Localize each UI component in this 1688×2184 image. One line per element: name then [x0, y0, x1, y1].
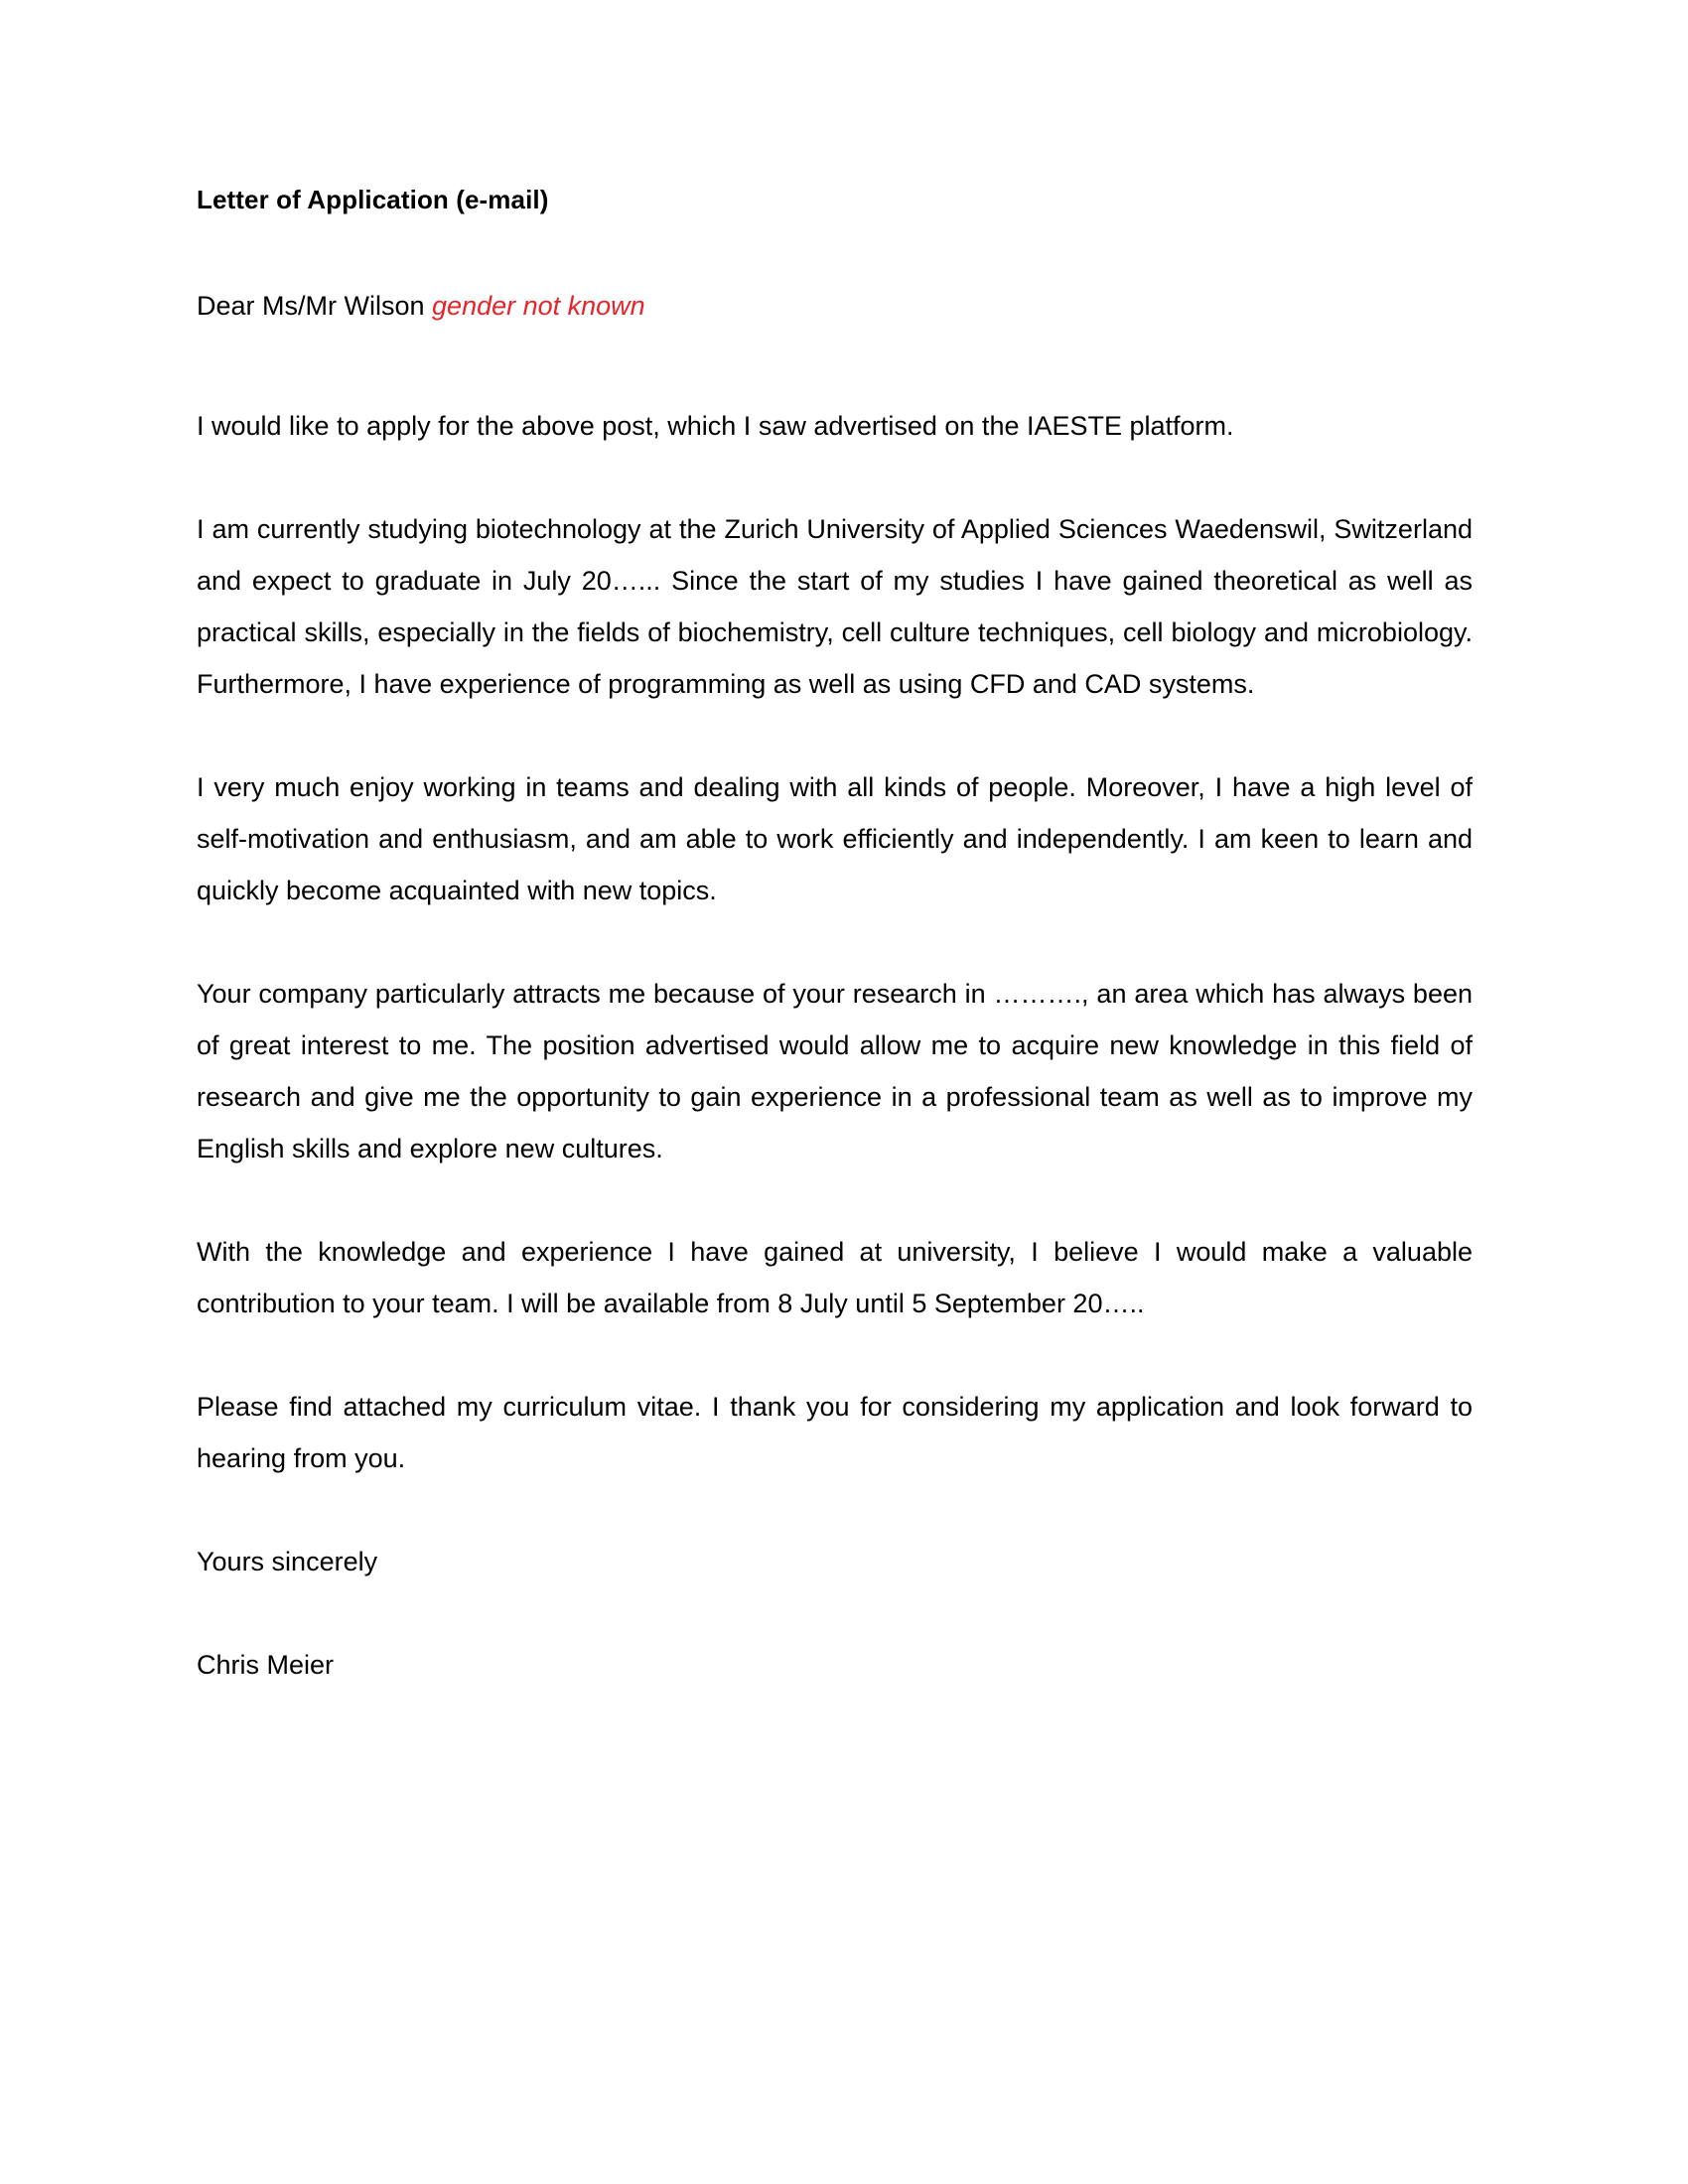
paragraph-education: I am currently studying biotechnology at the Zurich University of Applied Sciences Waedenswil, Switzerland and expect to graduate in July 20…... Since the start of my studies I have gained theoretical as well as practical skills, especially in the fields of biochemistry, cell culture techniques, cell biology and microbiology. Furthermore, I have experience of programming as well as using CFD and CAD systems.	[197, 513, 1473, 699]
paragraph-intro: I would like to apply for the above post, which I saw advertised on the IAESTE platform.	[197, 410, 1234, 441]
paragraph-availability: With the knowledge and experience I have gained at university, I believe I would make a valuable contribution to your team. I will be available from 8 July until 5 September 20…..	[197, 1236, 1473, 1318]
salutation-annotation: gender not known	[432, 290, 645, 321]
paragraph-motivation: Your company particularly attracts me because of your research in ………., an area which has always been of great interest to me. The position advertised would allow me to acquire new knowledge in this field of research and give me the opportunity to gain experience in a professional team as well as to improve my English skills and explore new cultures.	[197, 978, 1473, 1163]
salutation-text: Dear Ms/Mr Wilson	[197, 290, 425, 321]
letter-content	[197, 184, 1473, 1691]
closing-line: Yours sincerely	[197, 1546, 378, 1576]
salutation-line	[197, 289, 1473, 324]
paragraph-attachment: Please find attached my curriculum vitae. I thank you for considering my application and look forward to hearing from you.	[197, 1391, 1473, 1473]
paragraph-personal-qualities: I very much enjoy working in teams and dealing with all kinds of people. Moreover, I have a high level of self-motivation and enthusiasm, and am able to work efficiently and independently. I am keen to learn and quickly become acquainted with new topics.	[197, 771, 1473, 905]
page-title: Letter of Application (e-mail)	[197, 185, 549, 214]
signature-name: Chris Meier	[197, 1649, 335, 1680]
